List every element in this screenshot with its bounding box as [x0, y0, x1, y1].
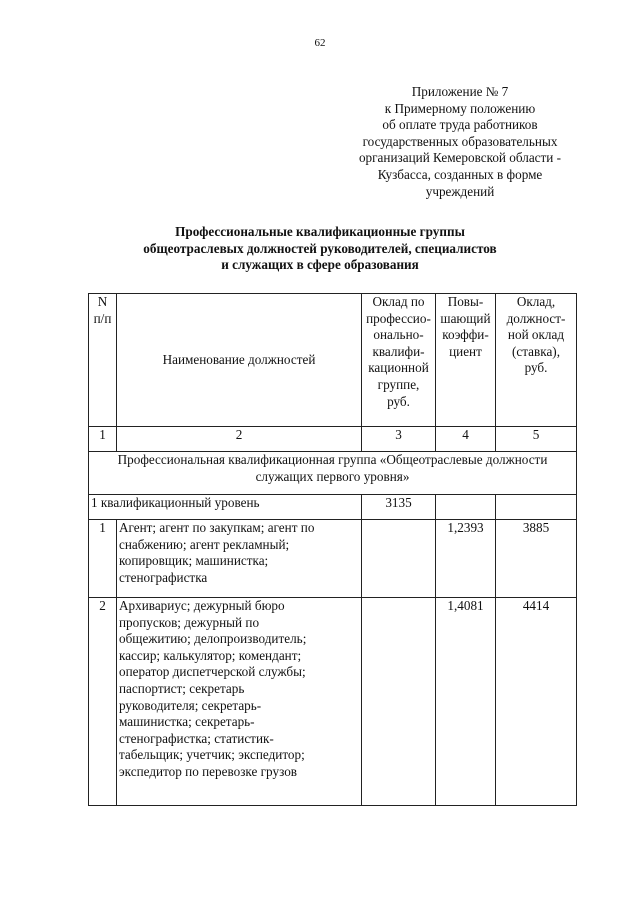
table-header-row: [89, 294, 577, 427]
appendix-line: Приложение № 7: [411, 84, 509, 99]
header-position-salary: [496, 294, 577, 427]
row-coefficient: 1,4081: [436, 598, 496, 806]
appendix-line: государственных образовательных: [362, 133, 558, 149]
header-text: Оклад,: [516, 294, 556, 309]
header-text: группе,: [377, 376, 420, 392]
header-base-salary: [362, 294, 436, 427]
title-line: общеотраслевых должностей руководителей, специалистов: [143, 240, 497, 256]
position-line: экспедитор по перевозке грузов: [119, 763, 298, 779]
column-number: 5: [496, 427, 577, 452]
position-line: Агент; агент по закупкам; агент по: [119, 520, 315, 535]
row-salary: 3885: [496, 520, 577, 598]
appendix-line: об оплате труда работников: [382, 117, 538, 133]
appendix-line: организаций Кемеровской области -: [358, 150, 562, 166]
position-line: копировщик; машинистка;: [119, 553, 269, 569]
level-row: [89, 495, 577, 520]
position-line: кассир; калькулятор; комендант;: [119, 647, 302, 663]
appendix-block: [335, 84, 585, 200]
title-line: Профессиональные квалификационные группы: [175, 224, 465, 239]
appendix-line: к Примерному положению: [384, 100, 536, 116]
empty-cell: [362, 598, 436, 806]
empty-cell: [362, 520, 436, 598]
position-names: [117, 520, 362, 598]
position-line: стенографистка; статистик-: [119, 730, 274, 746]
header-text: руб.: [387, 393, 410, 409]
empty-cell: [436, 495, 496, 520]
row-number: 1: [89, 520, 117, 598]
header-text: онально-: [373, 327, 424, 343]
position-line: снабжению; агент рекламный;: [119, 536, 290, 552]
level-label: 1 квалификационный уровень: [89, 495, 362, 520]
header-text: Повы-: [447, 294, 484, 309]
table-row: [89, 520, 577, 598]
qualification-table: [88, 293, 577, 806]
position-line: стенографистка: [119, 569, 208, 585]
row-salary: 4414: [496, 598, 577, 806]
group-title-row: [89, 452, 577, 495]
header-text: (ставка),: [512, 343, 560, 359]
column-number: 1: [89, 427, 117, 452]
level-salary: 3135: [362, 495, 436, 520]
position-line: общежитию; делопроизводитель;: [119, 631, 307, 647]
column-number: 4: [436, 427, 496, 452]
empty-cell: [496, 495, 577, 520]
column-number: 2: [117, 427, 362, 452]
position-names: [117, 598, 362, 806]
column-number-row: [89, 427, 577, 452]
position-line: руководителя; секретарь-: [119, 697, 262, 713]
position-line: табельщик; учетчик; экспедитор;: [119, 747, 305, 763]
appendix-line: Кузбасса, созданных в форме: [377, 166, 543, 182]
header-text: шающий: [440, 310, 491, 326]
header-text: Оклад по: [372, 294, 425, 309]
position-line: Архивариус; дежурный бюро: [119, 598, 285, 613]
row-coefficient: 1,2393: [436, 520, 496, 598]
header-text: кационной: [368, 360, 429, 376]
header-text: квалифи-: [372, 343, 425, 359]
header-text: N: [97, 294, 108, 309]
header-coefficient: [436, 294, 496, 427]
page-number: 62: [314, 37, 326, 49]
column-number: 3: [362, 427, 436, 452]
position-line: оператор диспетчерской службы;: [119, 664, 306, 680]
appendix-line: учреждений: [425, 183, 495, 199]
header-text: должност-: [506, 310, 566, 326]
position-line: паспортист; секретарь: [119, 680, 245, 696]
header-position-name: Наименование должностей: [117, 294, 362, 427]
table-row: [89, 598, 577, 806]
header-text: руб.: [524, 360, 548, 376]
row-number: 2: [89, 598, 117, 806]
document-title: [60, 224, 580, 274]
header-text: циент: [449, 343, 482, 359]
header-text: ной оклад: [507, 327, 565, 343]
header-text: коэффи-: [442, 327, 489, 343]
position-line: машинистка; секретарь-: [119, 714, 255, 730]
header-text: профессио-: [366, 310, 431, 326]
position-line: пропусков; дежурный по: [119, 614, 260, 630]
group-title: Профессиональная квалификационная группа «Общеотраслевые должности служащих первого уровня»: [89, 452, 577, 495]
title-line: и служащих в сфере образования: [221, 257, 419, 273]
header-number-col: [89, 294, 117, 427]
header-text: п/п: [93, 310, 112, 326]
